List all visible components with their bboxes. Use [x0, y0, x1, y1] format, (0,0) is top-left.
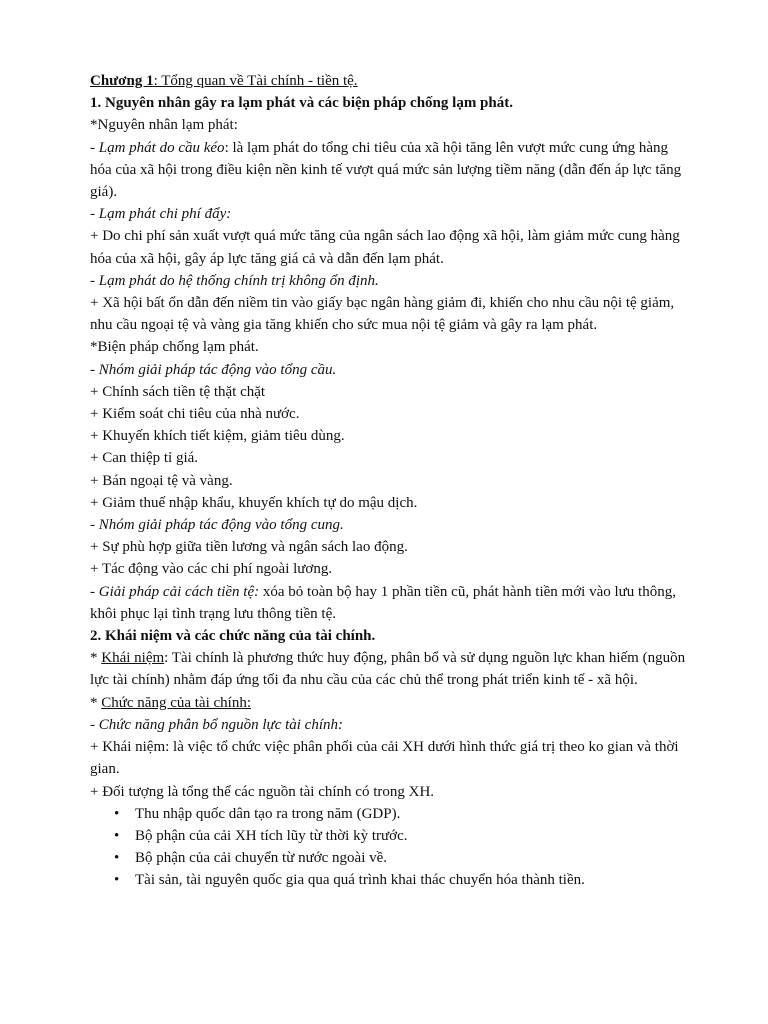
- currency-reform-paragraph: [90, 581, 690, 625]
- section1-heading: 1. Nguyên nhân gây ra lạm phát và các biện pháp chống lạm phát.: [90, 95, 513, 112]
- list-item: • Thu nhập quốc dân tạo ra trong năm (GDP).: [90, 803, 690, 825]
- list-item: • Bộ phận của cải chuyển từ nước ngoài về.: [90, 847, 690, 869]
- political-text: + Xã hội bất ổn dẫn đến niềm tin vào giấy bạc ngân hàng giảm đi, khiến cho nhu cầu nội tệ giảm, nhu cầu ngoại tệ và vàng gia tăng khiến cho sức mua nội tệ giảm và gây ra lạm phát.: [90, 295, 675, 334]
- document-page: [90, 70, 690, 892]
- concept-text: : Tài chính là phương thức huy động, phân bổ và sử dụng nguồn lực khan hiếm (nguồn lực tài chính) nhằm đáp ứng tối đa nhu cầu của các chủ thể trong phát triển kinh tế - xã hội.: [90, 650, 686, 689]
- concept-paragraph: [90, 647, 690, 691]
- chapter-title: [90, 70, 690, 92]
- allocation-bullet-list: [90, 803, 690, 892]
- causes-title: *Nguyên nhân lạm phát:: [90, 117, 238, 134]
- list-item: • Bộ phận của cải XH tích lũy từ thời kỳ trước.: [90, 825, 690, 847]
- supply-group-item: + Tác động vào các chi phí ngoài lương.: [90, 561, 333, 578]
- demand-group-item: + Can thiệp tỉ giá.: [90, 450, 199, 467]
- allocation-object-text: + Đối tượng là tổng thể các nguồn tài chính có trong XH.: [90, 783, 435, 800]
- demand-pull-label: - Lạm phát do cầu kéo: [90, 139, 225, 156]
- chapter-title-text: : Tổng quan về Tài chính - tiền tệ.: [153, 73, 358, 89]
- demand-group-item: + Giảm thuế nhập khẩu, khuyến khích tự do mậu dịch.: [90, 494, 418, 511]
- cost-push-text: + Do chi phí sản xuất vượt quá mức tăng của ngân sách lao động xã hội, làm giảm mức cung hàng hóa của xã hội, gây áp lực tăng giá cả và dẫn đến lạm phát.: [90, 228, 680, 267]
- demand-group-label: - Nhóm giải pháp tác động vào tổng cầu.: [90, 361, 337, 378]
- cost-push-label: - Lạm phát chi phí đẩy:: [90, 206, 232, 223]
- functions-prefix: *: [90, 694, 102, 711]
- supply-group-item: + Sự phù hợp giữa tiền lương và ngân sách lao động.: [90, 539, 408, 556]
- allocation-concept-text: + Khái niệm: là việc tổ chức việc phân phối của cải XH dưới hình thức giá trị theo ko gian và thời gian.: [90, 739, 679, 778]
- chapter-label: Chương 1: [90, 73, 154, 89]
- political-label: - Lạm phát do hệ thống chính trị không ổn định.: [90, 272, 379, 289]
- functions-title: [90, 692, 690, 714]
- demand-group-item: + Bán ngoại tệ và vàng.: [90, 472, 233, 489]
- demand-group-item: + Khuyến khích tiết kiệm, giảm tiêu dùng.: [90, 428, 345, 445]
- section2-heading: 2. Khái niệm và các chức năng của tài chính.: [90, 628, 376, 645]
- demand-group-item: + Kiểm soát chi tiêu của nhà nước.: [90, 406, 300, 423]
- list-item: • Tài sản, tài nguyên quốc gia qua quá trình khai thác chuyển hóa thành tiền.: [90, 869, 690, 891]
- demand-group-item: + Chính sách tiền tệ thặt chặt: [90, 383, 266, 400]
- concept-label: Khái niệm: [101, 650, 165, 667]
- functions-label: Chức năng của tài chính:: [101, 694, 252, 711]
- allocation-label: - Chức năng phân bổ nguồn lực tài chính:: [90, 716, 344, 733]
- demand-pull-paragraph: [90, 137, 690, 204]
- concept-prefix: *: [90, 650, 102, 667]
- currency-reform-label: - Giải pháp cải cách tiền tệ:: [90, 583, 260, 600]
- measures-title: *Biện pháp chống lạm phát.: [90, 339, 259, 356]
- supply-group-label: - Nhóm giải pháp tác động vào tổng cung.: [90, 517, 344, 534]
- demand-pull-text: : là lạm phát do tổng chi tiêu của xã hội tăng lên vượt mức cung ứng hàng hóa của xã hội trong điều kiện nền kinh tế vượt quá mức sản lượng tiềm năng (dẫn đến áp lực tăng giá).: [90, 139, 682, 201]
- currency-reform-text: xóa bỏ toàn bộ hay 1 phần tiền cũ, phát hành tiền mới vào lưu thông, khôi phục lại tình trạng lưu thông tiền tệ.: [90, 583, 676, 622]
